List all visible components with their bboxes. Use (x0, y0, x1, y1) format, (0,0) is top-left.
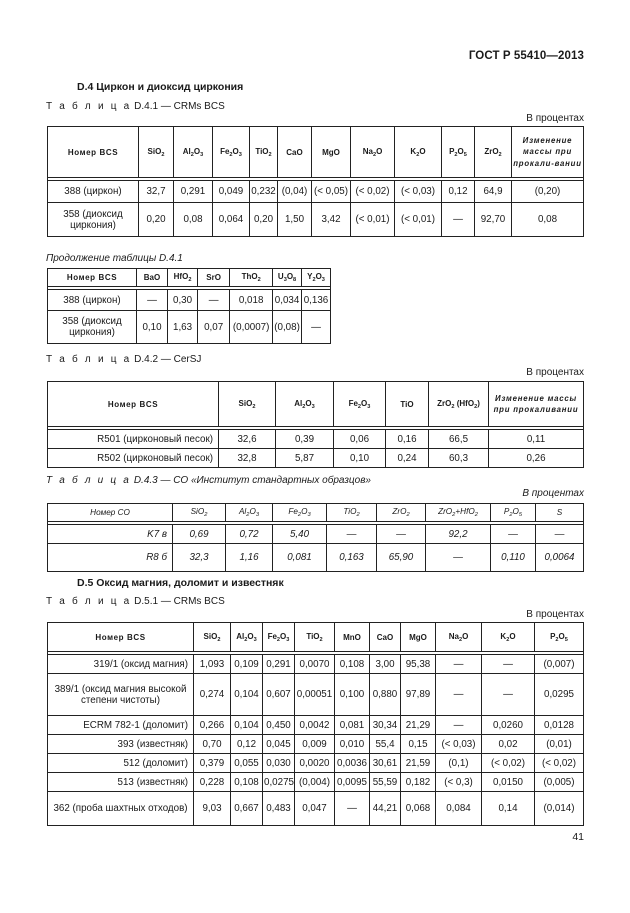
col-header-k2o: $K_2O$ (395, 127, 442, 178)
table-caption-d42: Т а б л и ц а D.4.2 — CerSJ (46, 354, 202, 365)
col-header-name: Номер BCS (48, 382, 219, 427)
col-header-al2o3: $Al_2O_3$ (276, 382, 334, 427)
standard-number: ГОСТ Р 55410—2013 (468, 50, 584, 62)
col-header-zro2: ZrO$_2$ (475, 127, 512, 178)
col-header-sio2: SiO$_2$ (139, 127, 174, 178)
unit-label-d43: В процентах (522, 488, 584, 499)
col-header-loi: Изменение массы при прокали-вании (512, 127, 584, 178)
table-row: R501 (цирконовый песок) 32,6 0,39 0,06 0,16 66,5 0,11 (48, 430, 584, 449)
col-header-p2o5: $P_2O_5$ (442, 127, 475, 178)
unit-label-d51: В процентах (526, 609, 584, 620)
col-header-al2o3: $Al_2O_3$ (226, 504, 273, 522)
table-d51 (47, 622, 584, 826)
col-header-y2o3: $Y_2O_3$ (302, 269, 331, 287)
col-header-tio2: TiO$_2$ (295, 623, 335, 652)
table-caption-d41: Т а б л и ц а D.4.1 — CRMs BCS (46, 101, 225, 112)
col-header-k2o: $K_2O$ (482, 623, 535, 652)
table-row: 512 (доломит) 0,379 0,055 0,030 0,0020 0,0036 30,61 21,59 (0,1) (< 0,02) (< 0,02) (48, 754, 584, 773)
table-row: 389/1 (оксид магния высокой степени чистоты) 0,274 0,104 0,607 0,00051 0,100 0,880 97,89 — — 0,0295 (48, 674, 584, 716)
col-header-na2o: $Na_2O$ (351, 127, 395, 178)
col-header-p2o5: $P_2O_5$ (535, 623, 584, 652)
col-header-fe2o3: $Fe_2O_3$ (213, 127, 250, 178)
section-heading-d5: D.5 Оксид магния, доломит и известняк (77, 577, 284, 589)
table-row: 362 (проба шахтных отходов) 9,03 0,667 0,483 0,047 — 44,21 0,068 0,084 0,14 (0,014) (48, 792, 584, 826)
col-header-tho2: ThO$_2$ (230, 269, 273, 287)
col-header-name: Номер BCS (48, 623, 194, 652)
col-header-sro: SrO (198, 269, 230, 287)
col-header-mgo: MgO (401, 623, 436, 652)
col-header-hfo2: HfO$_2$ (168, 269, 198, 287)
col-header-loi: Изменение массы при прокаливании (489, 382, 584, 427)
col-header-zro2: ZrO$_2$ (377, 504, 426, 522)
col-header-mgo: MgO (312, 127, 351, 178)
col-header-bao: BaO (136, 269, 167, 287)
col-header-u3o8: $U_3O_8$ (273, 269, 302, 287)
page-number: 41 (572, 831, 584, 843)
table-row: K7 в 0,69 0,72 5,40 — — 92,2 — — (48, 525, 584, 544)
col-header-cao: CaO (370, 623, 401, 652)
table-row: 388 (циркон) — 0,30 — 0,018 0,034 0,136 (48, 290, 331, 311)
table-caption-d51: Т а б л и ц а D.5.1 — CRMs BCS (46, 596, 225, 607)
col-header-s: S (536, 504, 584, 522)
col-header-sio2: SiO$_2$ (173, 504, 226, 522)
col-header-al2o3: $Al_2O_3$ (231, 623, 263, 652)
table-row: 388 (циркон) 32,7 0,291 0,049 0,232 (0,04) (< 0,05) (< 0,02) (< 0,03) 0,12 64,9 (0,20) (48, 181, 584, 203)
table-d43 (47, 503, 584, 572)
col-header-zro2-hfo2: ZrO$_2$+HfO$_2$ (426, 504, 491, 522)
unit-label-d41: В процентах (526, 113, 584, 124)
col-header-al2o3: $Al_2O_3$ (174, 127, 213, 178)
col-header-name: Номер СО (48, 504, 173, 522)
table-row: 358 (диоксид циркония) 0,20 0,08 0,064 0,20 1,50 3,42 (< 0,01) (< 0,01) — 92,70 0,08 (48, 203, 584, 237)
col-header-sio2: SiO$_2$ (219, 382, 276, 427)
col-header-mno: MnO (335, 623, 370, 652)
col-header-name: Номер BCS (48, 269, 137, 287)
table-row: R502 (цирконовый песок) 32,8 5,87 0,10 0,24 60,3 0,26 (48, 449, 584, 468)
table-d41-continuation (47, 268, 331, 344)
col-header-fe2o3: $Fe_2O_3$ (263, 623, 295, 652)
table-row: 319/1 (оксид магния) 1,093 0,109 0,291 0,0070 0,108 3,00 95,38 — — (0,007) (48, 655, 584, 674)
col-header-zro2-hfo2: ZrO$_2$ (HfO$_2$) (429, 382, 489, 427)
col-header-name: Номер BCS (48, 127, 139, 178)
table-d42 (47, 381, 584, 468)
table-row: 358 (диоксид циркония) 0,10 1,63 0,07 (0,0007) (0,08) — (48, 311, 331, 344)
col-header-tio: TiO (386, 382, 429, 427)
col-header-p2o5: $P_2O_5$ (491, 504, 536, 522)
table-d41 (47, 126, 584, 237)
col-header-cao: CaO (278, 127, 312, 178)
col-header-tio2: TiO$_2$ (250, 127, 278, 178)
section-heading-d4: D.4 Циркон и диоксид циркония (77, 81, 244, 93)
col-header-tio2: TiO$_2$ (327, 504, 377, 522)
col-header-fe2o3: $Fe_2O_3$ (334, 382, 386, 427)
table-row: R8 б 32,3 1,16 0,081 0,163 65,90 — 0,110 0,0064 (48, 544, 584, 572)
col-header-sio2: SiO$_2$ (194, 623, 231, 652)
table-row: 513 (известняк) 0,228 0,108 0,0275 (0,004) 0,0095 55,59 0,182 (< 0,3) 0,0150 (0,005) (48, 773, 584, 792)
unit-label-d42: В процентах (526, 367, 584, 378)
continuation-title: Продолжение таблицы D.4.1 (46, 253, 183, 264)
col-header-fe2o3: $Fe_2O_3$ (273, 504, 327, 522)
table-row: ECRM 782-1 (доломит) 0,266 0,104 0,450 0,0042 0,081 30,34 21,29 — 0,0260 0,0128 (48, 716, 584, 735)
table-row: 393 (известняк) 0,70 0,12 0,045 0,009 0,010 55,4 0,15 (< 0,03) 0,02 (0,01) (48, 735, 584, 754)
table-caption-d43: Т а б л и ц а D.4.3 — СО «Институт стандартных образцов» (46, 475, 371, 486)
col-header-na2o: $Na_2O$ (436, 623, 482, 652)
